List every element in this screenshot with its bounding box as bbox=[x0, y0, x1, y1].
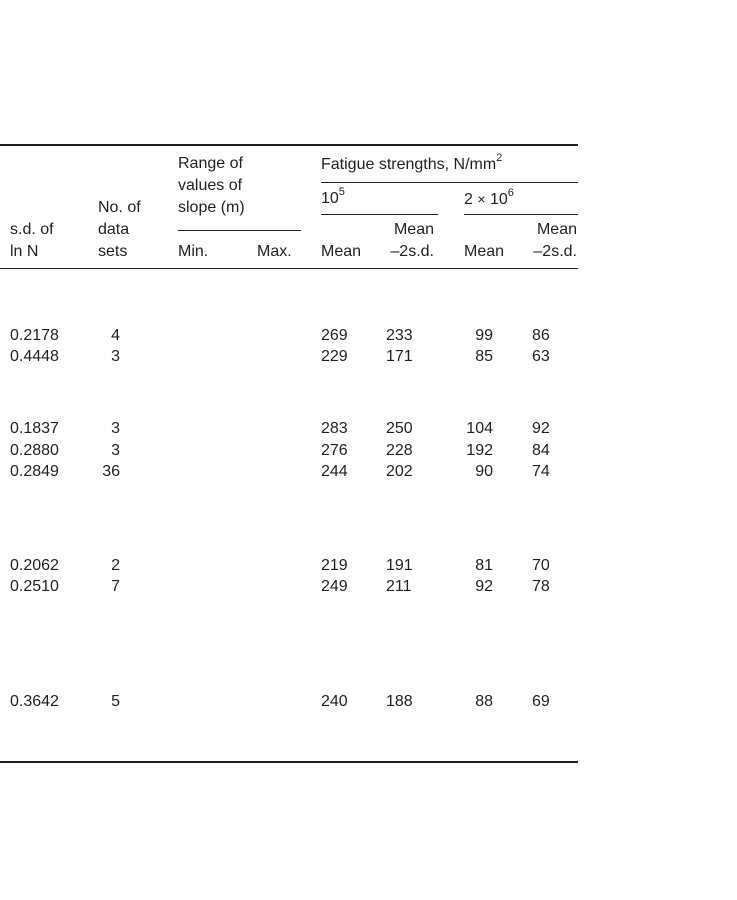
cell-m2: 90 bbox=[475, 463, 493, 480]
cycles-1e5-span-rule bbox=[321, 214, 438, 215]
slope-header-line1: Range of bbox=[178, 155, 243, 172]
cell-m2sd: 84 bbox=[532, 442, 550, 459]
sd-header-line2: ln N bbox=[10, 243, 39, 260]
cell-n: 3 bbox=[111, 420, 120, 437]
mean2sd-header-1e5-line2: –2s.d. bbox=[390, 243, 434, 260]
cell-m1sd: 233 bbox=[386, 327, 413, 344]
slope-min-header: Min. bbox=[178, 243, 209, 260]
header-bottom-rule bbox=[0, 268, 578, 269]
cell-m2sd: 92 bbox=[532, 420, 550, 437]
cell-sd: 0.2178 bbox=[10, 327, 59, 344]
cell-sd: 0.2062 bbox=[10, 557, 59, 574]
cell-m1sd: 211 bbox=[386, 578, 412, 595]
cell-m1sd: 191 bbox=[386, 557, 413, 574]
cell-m1: 283 bbox=[321, 420, 348, 437]
cell-m2sd: 69 bbox=[532, 693, 550, 710]
cell-m1: 249 bbox=[321, 578, 348, 595]
cell-n: 3 bbox=[111, 348, 120, 365]
cell-m1: 240 bbox=[321, 693, 348, 710]
cell-m2sd: 74 bbox=[532, 463, 550, 480]
cycles-2e6-header: $2 \times 10^6$ bbox=[464, 186, 514, 208]
cell-sd: 0.1837 bbox=[10, 420, 59, 437]
cell-m2sd: 78 bbox=[532, 578, 550, 595]
cell-n: 2 bbox=[111, 557, 120, 574]
cell-sd: 0.2849 bbox=[10, 463, 59, 480]
mean-header-2e6: Mean bbox=[464, 243, 505, 260]
cell-m1sd: 171 bbox=[386, 348, 413, 365]
mean2sd-header-2e6-line1: Mean bbox=[536, 221, 577, 238]
datasets-header-line2: data bbox=[98, 221, 130, 238]
datasets-header-line3: sets bbox=[98, 243, 128, 260]
cell-m2: 92 bbox=[475, 578, 493, 595]
cell-m2: 192 bbox=[466, 442, 493, 459]
cell-m2: 85 bbox=[475, 348, 493, 365]
cell-sd: 0.2510 bbox=[10, 578, 59, 595]
cell-m1sd: 188 bbox=[386, 693, 413, 710]
cell-n: 4 bbox=[111, 327, 120, 344]
fatigue-strengths-header: Fatigue strengths, $N/mm^2$ bbox=[321, 151, 503, 173]
mean2sd-header-2e6-line2: –2s.d. bbox=[533, 243, 577, 260]
cell-m2: 88 bbox=[475, 693, 493, 710]
slope-max-header: Max. bbox=[257, 243, 292, 260]
cell-m1sd: 250 bbox=[386, 420, 413, 437]
mean2sd-header-1e5-line1: Mean bbox=[393, 221, 434, 238]
table-top-rule bbox=[0, 144, 578, 146]
slope-header-line3: slope (m) bbox=[178, 199, 245, 216]
table-bottom-rule bbox=[0, 761, 578, 763]
cycles-1e5-header: $10^5$ bbox=[321, 185, 345, 207]
cell-m2: 104 bbox=[466, 420, 493, 437]
cell-m1: 244 bbox=[321, 463, 348, 480]
cell-n: 36 bbox=[102, 463, 120, 480]
cell-m2sd: 86 bbox=[532, 327, 550, 344]
cell-m1: 219 bbox=[321, 557, 348, 574]
sd-header-line1: s.d. of bbox=[10, 221, 54, 238]
cell-n: 5 bbox=[111, 693, 120, 710]
cell-m1sd: 228 bbox=[386, 442, 413, 459]
cell-sd: 0.2880 bbox=[10, 442, 59, 459]
cell-m1: 276 bbox=[321, 442, 348, 459]
slope-range-span-rule bbox=[178, 230, 301, 231]
cell-m2: 81 bbox=[475, 557, 493, 574]
mean-header-1e5: Mean bbox=[321, 243, 362, 260]
slope-header-line2: values of bbox=[178, 177, 243, 194]
cell-m2sd: 63 bbox=[532, 348, 550, 365]
cell-m2sd: 70 bbox=[532, 557, 550, 574]
cell-m2: 99 bbox=[475, 327, 493, 344]
datasets-header-line1: No. of bbox=[98, 199, 141, 216]
cell-n: 3 bbox=[111, 442, 120, 459]
cycles-2e6-span-rule bbox=[464, 214, 578, 215]
cell-m1: 229 bbox=[321, 348, 348, 365]
cell-sd: 0.4448 bbox=[10, 348, 59, 365]
cell-m1: 269 bbox=[321, 327, 348, 344]
cell-sd: 0.3642 bbox=[10, 693, 59, 710]
cell-m1sd: 202 bbox=[386, 463, 413, 480]
fatigue-span-rule bbox=[321, 182, 578, 183]
cell-n: 7 bbox=[111, 578, 120, 595]
